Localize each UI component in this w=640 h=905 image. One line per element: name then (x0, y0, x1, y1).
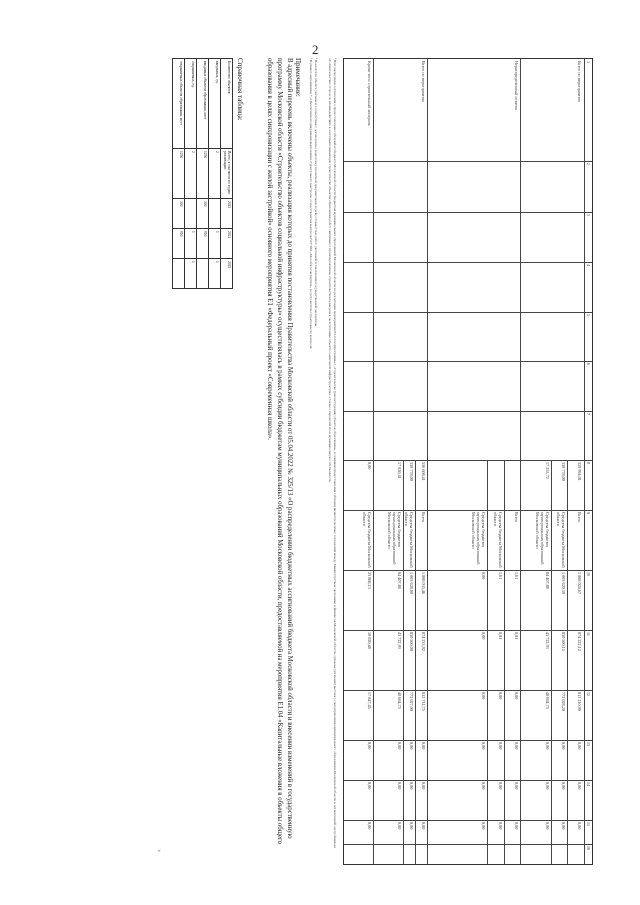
column-divider (344, 630, 592, 631)
cell-col14: 0,00 (367, 782, 372, 790)
cell-source: Всего (421, 512, 426, 523)
cell-col14: 0,00 (577, 782, 582, 790)
column-header: 15 (586, 822, 591, 826)
row-divider (373, 59, 374, 864)
reference-table-title: Справочная таблица: (236, 58, 244, 121)
address-list-table (343, 58, 593, 865)
reference-row (173, 59, 185, 289)
footnote: ³ В рамках мероприятия 7 «Обеспечение подрядчиками выполнения строительного контроля» осуществляется контроль ГАУ МО «Мособлгосэкспертиза» по результатам строительного контроля. (309, 58, 313, 350)
subrow-divider (403, 460, 404, 864)
cell-source: Средства бюджета Московской области (404, 512, 414, 568)
row-label: Нераспределенный остаток (514, 61, 519, 110)
reference-row (209, 59, 221, 289)
cell-col10: 23 868,13 (367, 572, 372, 589)
row-total-col8: 359 994,01 (577, 462, 582, 481)
column-divider (344, 570, 592, 571)
cell-col10: 1 088 024,67 (577, 572, 582, 594)
cell-col13: 0,00 (561, 742, 566, 750)
reference-row (197, 59, 209, 289)
cell-col10: 1,61 (498, 572, 503, 580)
column-divider (344, 361, 592, 362)
column-divider (344, 460, 592, 461)
reference-cell: 950 (197, 229, 209, 259)
cell-col14: 0,00 (397, 782, 402, 790)
cell-col8: 17 830,41 (397, 462, 402, 479)
column-header: 6 (586, 363, 591, 365)
reference-cell: открываемых, ед. (185, 59, 197, 149)
reference-header-row (221, 59, 233, 289)
cell-col12: 0,00 (481, 692, 486, 700)
reference-cell: 300 (197, 199, 209, 229)
reference-header-cell: 2023 (221, 199, 233, 229)
column-header: 13 (586, 742, 591, 746)
cell-col12: 0,80 (514, 692, 519, 700)
column-divider (344, 844, 592, 845)
column-divider (344, 161, 592, 162)
cell-col10: 1 003 620,39 (561, 572, 566, 594)
cell-col15: 0,00 (545, 822, 550, 830)
cell-col12: 0,80 (498, 692, 503, 700)
cell-col11: 0,81 (514, 632, 519, 640)
cell-col11: 874 233,92 (421, 632, 426, 651)
subrow-divider (487, 460, 488, 864)
cell-col13: 0,00 (545, 742, 550, 750)
cell-source: Всего (577, 512, 582, 523)
cell-col13: 0,00 (498, 742, 503, 750)
row-total-col8: 356 608,41 (421, 462, 426, 481)
reference-cell (185, 199, 197, 229)
note-text: В адресный перечень включены объекты, реализация которых до принятия постановления Правительства Московской области от 05.04.2022 № 325/13 «О распределении бюджетных ассигнований бюджета Московской области и внесении изменений в государственную программу Московской области «Строительство объектов социальной инфраструктуры» осуществлялась в рамках субсидии бюджетам муниципальных образований Московской области, предоставляемой на мероприятия Е1.04 «Капитальные вложения в объекты общего образования в целях синхронизации с жилой застройкой» основного мероприятия Е1 «Федеральный проект «Современная школа». (266, 58, 293, 844)
reference-cell: 1 (185, 229, 197, 259)
cell-col13: 0,00 (481, 742, 486, 750)
reference-header-cell: 2025 (221, 259, 233, 289)
reference-cell (209, 199, 221, 229)
subrow-divider (504, 460, 505, 864)
cell-col12: 813 210,99 (577, 692, 582, 711)
column-divider (344, 820, 592, 821)
cell-col10: 84 407,88 (397, 572, 402, 589)
column-header: 2 (586, 163, 591, 165)
column-header: 12 (586, 692, 591, 696)
column-header: 10 (586, 572, 591, 576)
cell-col11: 43 722,93 (397, 632, 402, 649)
cell-col13: 0,00 (421, 742, 426, 750)
cell-source: Средства бюджетов муниципальных образований Московской области (471, 512, 486, 565)
cell-source: Средства бюджета Московской области (493, 512, 503, 568)
footnote: ¹ При заключении соглашения о предоставлении субсидий из бюджета Московской области бюджетам муниципальных образований Московской области на реализацию мероприятия Е1.04 подпрограммы 3 «Строительство (реконструкция) объектов образования» условиями предоставления субсидии является наличие соглашения между Министерством экономики и финансов Московской области, органом (органами) местного самоуправления муниципального образования Московской области и организацией-застройщиком об обязательствах сторон по взаимодействию в части выполнения при строительстве объектов образования работ, связанных с проектированием, строительством и вводом в эксплуатацию объекта социальной инфраструктуры, а также с передачей его в муниципальную собственность. (328, 58, 337, 848)
reference-cell: 950 (173, 229, 185, 259)
reference-cell: 1 (209, 229, 221, 259)
cell-col15: 0,00 (409, 822, 414, 830)
cell-col13: 0,00 (397, 742, 402, 750)
cell-col11: 0,81 (498, 632, 503, 640)
cell-col11: 43 722,93 (545, 632, 550, 649)
subrow-divider (415, 460, 416, 864)
reference-table (172, 58, 233, 289)
cell-col13: 0,00 (514, 742, 519, 750)
column-divider (344, 312, 592, 313)
column-header: 16 (586, 846, 591, 850)
column-divider (344, 510, 592, 511)
reference-header-cell: 2024 (221, 229, 233, 259)
cell-col10: 1,61 (514, 572, 519, 580)
reference-row (185, 59, 197, 289)
column-divider (344, 780, 592, 781)
cell-col8: 0,00 (367, 462, 372, 470)
column-header: 14 (586, 782, 591, 786)
column-divider (344, 690, 592, 691)
subrow-divider (567, 460, 568, 864)
cell-source: Всего (514, 512, 519, 523)
rotated-landscape-page (18, 58, 593, 865)
cell-col14: 0,00 (561, 782, 566, 790)
cell-col15: 0,00 (481, 822, 486, 830)
cell-col8: 338 778,00 (561, 462, 566, 481)
row-label: Всего по мероприятию (421, 61, 426, 103)
reference-header-cell: Количество объектов (221, 59, 233, 149)
cell-col13: 0,00 (577, 742, 582, 750)
column-divider (344, 411, 592, 412)
reference-cell: 2 (209, 149, 221, 199)
cell-col15: 0,00 (367, 822, 372, 830)
column-header: 4 (586, 264, 591, 266)
cell-source: Средства бюджета Московской области (362, 512, 372, 568)
reference-cell: 1 (185, 259, 197, 289)
cell-col12: 812 711,75 (421, 692, 426, 711)
row-label: Кроме того: строительный контроль (367, 61, 372, 126)
cell-col11: 830 500,15 (561, 632, 566, 651)
reference-header-cell: Всего, в том числе по годам реализации: (221, 149, 233, 199)
reference-cell (197, 259, 209, 289)
cell-col13: 0,00 (367, 742, 372, 750)
cell-col15: 0,00 (577, 822, 582, 830)
cell-col12: 40 684,75 (545, 692, 550, 709)
column-header: 1 (586, 61, 591, 63)
cell-col15: 0,00 (561, 822, 566, 830)
cell-col11: 0,00 (481, 632, 486, 640)
cell-col14: 0,00 (545, 782, 550, 790)
cell-col12: 17 847,45 (367, 692, 372, 709)
cell-col8: 338 778,00 (409, 462, 414, 481)
cell-col8: 17 253,72 (545, 462, 550, 479)
cell-col14: 0,00 (481, 782, 486, 790)
cell-source: Средства бюджетов муниципальных образований Московской области (387, 512, 402, 565)
cell-col12: 772 027,00 (409, 692, 414, 711)
note-title: Примечание: (294, 58, 302, 97)
reference-cell (173, 259, 185, 289)
reference-cell: 1250 (173, 149, 185, 199)
reference-cell: открываемых объектов образования, мест (173, 59, 185, 149)
reference-cell: 2 (185, 149, 197, 199)
row-label: Всего по мероприятию (577, 61, 582, 103)
column-header: 8 (586, 462, 591, 464)
row-divider (427, 59, 428, 864)
column-divider (344, 262, 592, 263)
cell-col10: 84 407,88 (545, 572, 550, 589)
reference-cell: 1 (209, 259, 221, 289)
cell-col15: 0,00 (421, 822, 426, 830)
column-divider (344, 212, 592, 213)
subrow-divider (551, 460, 552, 864)
cell-source: Средства бюджетов муниципальных образований Московской области (535, 512, 550, 565)
reference-cell: введенных, ед. (209, 59, 221, 149)
column-header: 11 (586, 632, 591, 636)
column-header: 7 (586, 413, 591, 415)
reference-cell: вводимых объектов образования, мест (197, 59, 209, 149)
header-divider (584, 59, 585, 864)
cell-col14: 0,00 (498, 782, 503, 790)
cell-col14: 0,00 (514, 782, 519, 790)
column-header: 9 (586, 512, 591, 514)
column-divider (344, 740, 592, 741)
cell-col13: 0,00 (409, 742, 414, 750)
cell-col10: 1 088 035,46 (421, 572, 426, 594)
footnote: ² Показатели объекта указаны в соответствии с договором на подготовку проектной документации и (или) стоимостью работ, указанной в заключении государственной экспертизы. (314, 58, 318, 327)
cell-col11: 10 020,48 (367, 632, 372, 649)
cell-col11: 874 222,12 (577, 632, 582, 651)
cell-col12: 40 684,75 (397, 692, 402, 709)
cell-col10: 1 003 628,00 (409, 572, 414, 594)
reference-cell: 1250 (197, 149, 209, 199)
page-number: 2 (312, 42, 319, 57)
column-header: 3 (586, 214, 591, 216)
cell-col12: 772 028,20 (561, 692, 566, 711)
cell-source: Средства бюджета Московской области (556, 512, 566, 568)
cell-col11: 830 500,00 (409, 632, 414, 651)
row-divider (520, 59, 521, 864)
cell-col14: 0,00 (421, 782, 426, 790)
column-header: 5 (586, 314, 591, 316)
reference-cell: 300 (173, 199, 185, 229)
cell-col14: 0,00 (409, 782, 414, 790)
cell-col10: 0,00 (481, 572, 486, 580)
cell-col15: 0,00 (514, 822, 519, 830)
margin-mark: × (155, 849, 161, 853)
cell-col15: 0,00 (397, 822, 402, 830)
cell-col15: 0,00 (498, 822, 503, 830)
